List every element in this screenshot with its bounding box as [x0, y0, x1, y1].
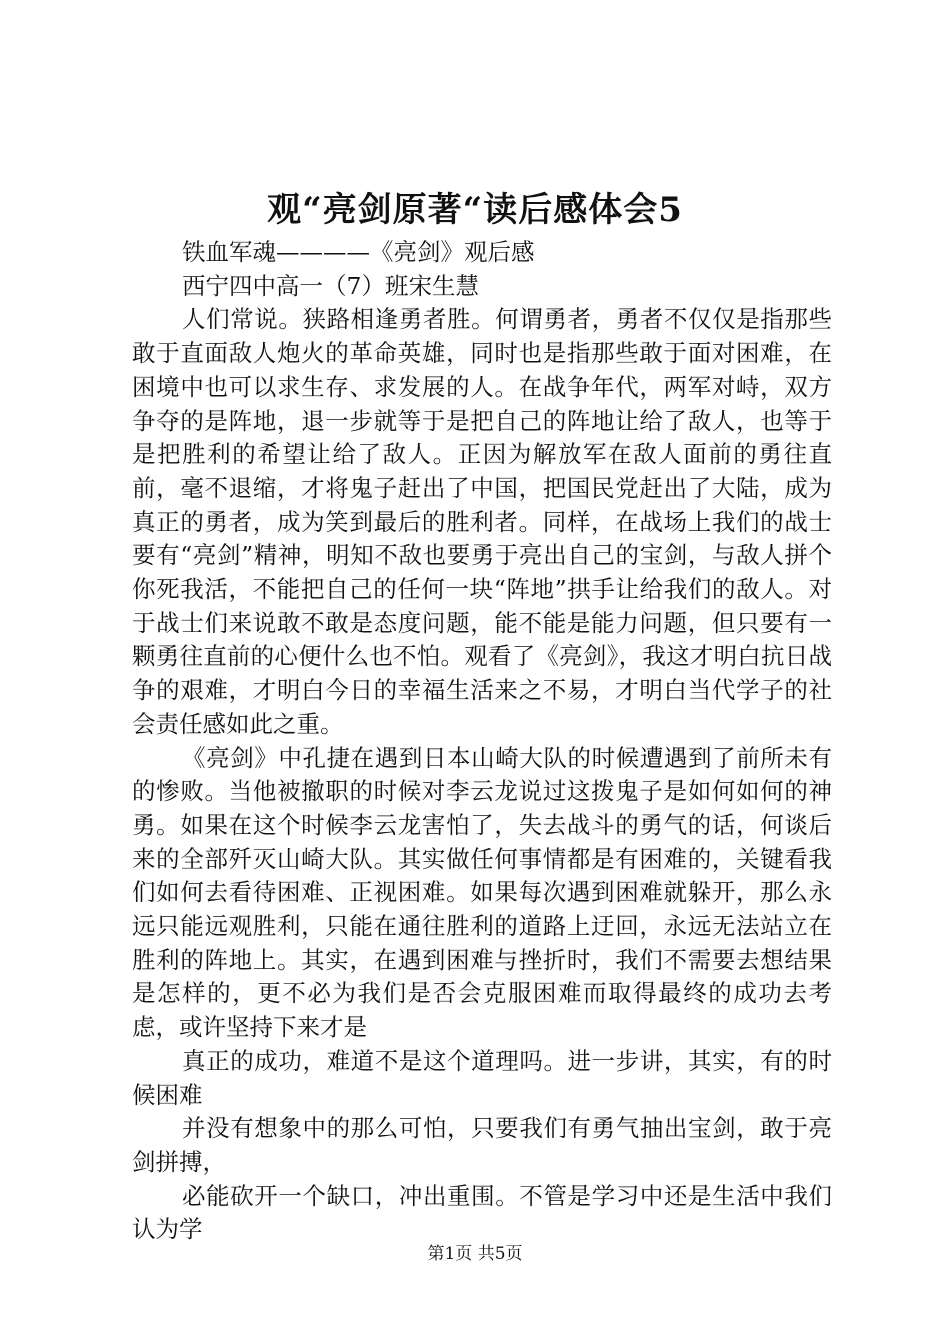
page-number-footer: 第1页 共5页 — [427, 1244, 523, 1264]
paragraph-2: 《亮剑》中孔捷在遇到日本山崎大队的时候遭遇到了前所未有的惨败。当他被撤职的时候对李云龙说过这拨鬼子是如何如何的神勇。如果在这个时候李云龙害怕了，失去战斗的勇气的话，何谈后来的全部歼灭山崎大队。其实做任何事情都是有困难的，关键看我们如何去看待困难、正视困难。如果每次遇到困难就躲开，那么永远只能远观胜利，只能在通往胜利的道路上迂回，永远无法站立在胜利的阵地上。其实，在遇到困难与挫折时，我们不需要去想结果是怎样的，更不必为我们是否会克服困难而取得最终的成功去考虑，或许坚持下来才是 — [132, 743, 832, 1042]
paragraph-subtitle: 铁血军魂————《亮剑》观后感 — [182, 238, 535, 266]
paragraph-author: 西宁四中高一（7）班宋生慧 — [182, 271, 479, 300]
document-title: 观“亮剑原著“读后感体会5 — [267, 190, 683, 230]
paragraph-1: 人们常说。狭路相逢勇者胜。何谓勇者，勇者不仅仅是指那些敢于直面敌人炮火的革命英雄，同时也是指那些敢于面对困难，在困境中也可以求生存、求发展的人。在战争年代，两军对峙，双方争夺的是阵地，退一步就等于是把自己的阵地让给了敌人，也等于是把胜利的希望让给了敌人。正因为解放军在敌人面前的勇往直前，毫不退缩，才将鬼子赶出了中国，把国民党赶出了大陆，成为真正的勇者，成为笑到最后的胜利者。同样，在战场上我们的战士要有“亮剑”精神，明知不敌也要勇于亮出自己的宝剑，与敌人拼个你死我活，不能把自己的任何一块“阵地”拱手让给我们的敌人。对于战士们来说敢不敢是态度问题，能不能是能力问题，但只要有一颗勇往直前的心便什么也不怕。观看了《亮剑》，我这才明白抗日战争的艰难，才明白今日的幸福生活来之不易，才明白当代学子的社会责任感如此之重。 — [132, 305, 832, 738]
paragraph-5: 必能砍开一个缺口，冲出重围。不管是学习中还是生活中我们认为学 — [132, 1181, 832, 1244]
paragraph-3: 真正的成功，难道不是这个道理吗。进一步讲，其实，有的时候困难 — [132, 1046, 832, 1109]
document-body — [132, 236, 832, 1247]
paragraph-4: 并没有想象中的那么可怕，只要我们有勇气抽出宝剑，敢于亮剑拼搏， — [132, 1114, 832, 1176]
